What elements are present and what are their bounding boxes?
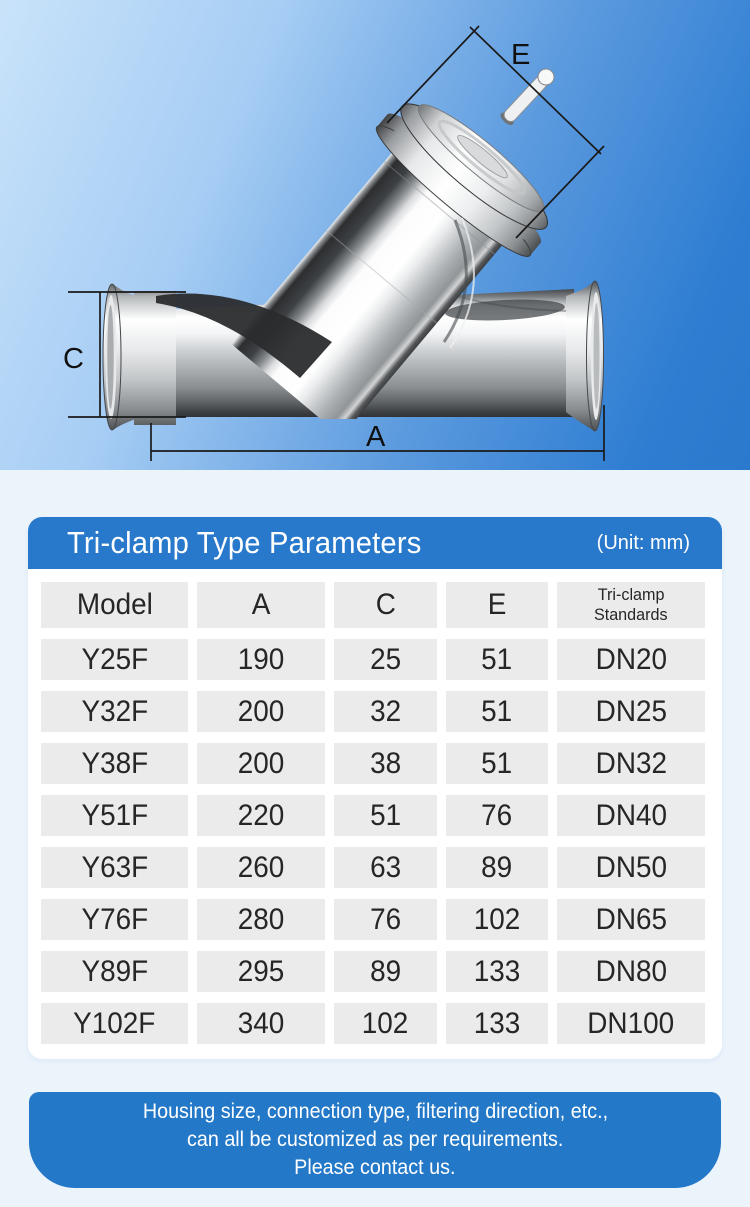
cell-c: 76 [334, 899, 437, 940]
cell-standard: DN50 [557, 847, 705, 888]
cell-model: Y89F [41, 951, 188, 992]
unit-note: (Unit: mm) [596, 531, 690, 554]
cell-standard: DN100 [557, 1003, 705, 1044]
column-header-model: Model [41, 582, 188, 628]
right-ferrule [566, 281, 604, 431]
cell-standard: DN20 [557, 639, 705, 680]
cell-e: 51 [446, 743, 548, 784]
cell-model: Y51F [41, 795, 188, 836]
cell-e: 133 [446, 951, 548, 992]
column-header-a: A [197, 582, 325, 628]
cell-standard: DN80 [557, 951, 705, 992]
cell-model: Y76F [41, 899, 188, 940]
cell-standard: DN25 [557, 691, 705, 732]
product-image-section [0, 0, 750, 470]
cell-model: Y38F [41, 743, 188, 784]
cell-c: 51 [334, 795, 437, 836]
customization-note [29, 1092, 721, 1188]
cell-e: 102 [446, 899, 548, 940]
cell-a: 190 [197, 639, 325, 680]
cell-a: 295 [197, 951, 325, 992]
card-title: Tri-clamp Type Parameters [67, 525, 422, 560]
cell-model: Y25F [41, 639, 188, 680]
cell-model: Y63F [41, 847, 188, 888]
cell-e: 51 [446, 639, 548, 680]
cell-c: 38 [334, 743, 437, 784]
cell-c: 32 [334, 691, 437, 732]
dimension-label-a: A [366, 421, 386, 453]
cell-a: 280 [197, 899, 325, 940]
cell-c: 63 [334, 847, 437, 888]
dimension-label-c: C [63, 343, 84, 375]
left-ferrule [103, 284, 176, 430]
card-header [28, 517, 722, 569]
cell-standard: DN32 [557, 743, 705, 784]
note-line: can all be customized as per requirements. [186, 1128, 564, 1151]
vent-pin [498, 69, 554, 127]
cell-c: 102 [334, 1003, 437, 1044]
column-header-e: E [446, 582, 548, 628]
cell-model: Y32F [41, 691, 188, 732]
cell-c: 25 [334, 639, 437, 680]
cell-a: 220 [197, 795, 325, 836]
note-line: Housing size, connection type, filtering direction, etc., [142, 1100, 608, 1123]
cell-e: 133 [446, 1003, 548, 1044]
cell-e: 51 [446, 691, 548, 732]
cell-standard: DN65 [557, 899, 705, 940]
column-header-c: C [334, 582, 437, 628]
y-strainer-illustration [0, 0, 750, 470]
cell-e: 89 [446, 847, 548, 888]
note-line: Please contact us. [294, 1156, 456, 1179]
dimension-label-e: E [511, 39, 531, 71]
parameters-table [28, 569, 722, 1059]
parameters-card [28, 517, 722, 1059]
cell-standard: DN40 [557, 795, 705, 836]
cell-a: 260 [197, 847, 325, 888]
cell-c: 89 [334, 951, 437, 992]
cell-a: 340 [197, 1003, 325, 1044]
cell-a: 200 [197, 691, 325, 732]
column-header-standards: Tri-clamp Standards [557, 582, 705, 628]
cell-e: 76 [446, 795, 548, 836]
cell-a: 200 [197, 743, 325, 784]
cell-model: Y102F [41, 1003, 188, 1044]
